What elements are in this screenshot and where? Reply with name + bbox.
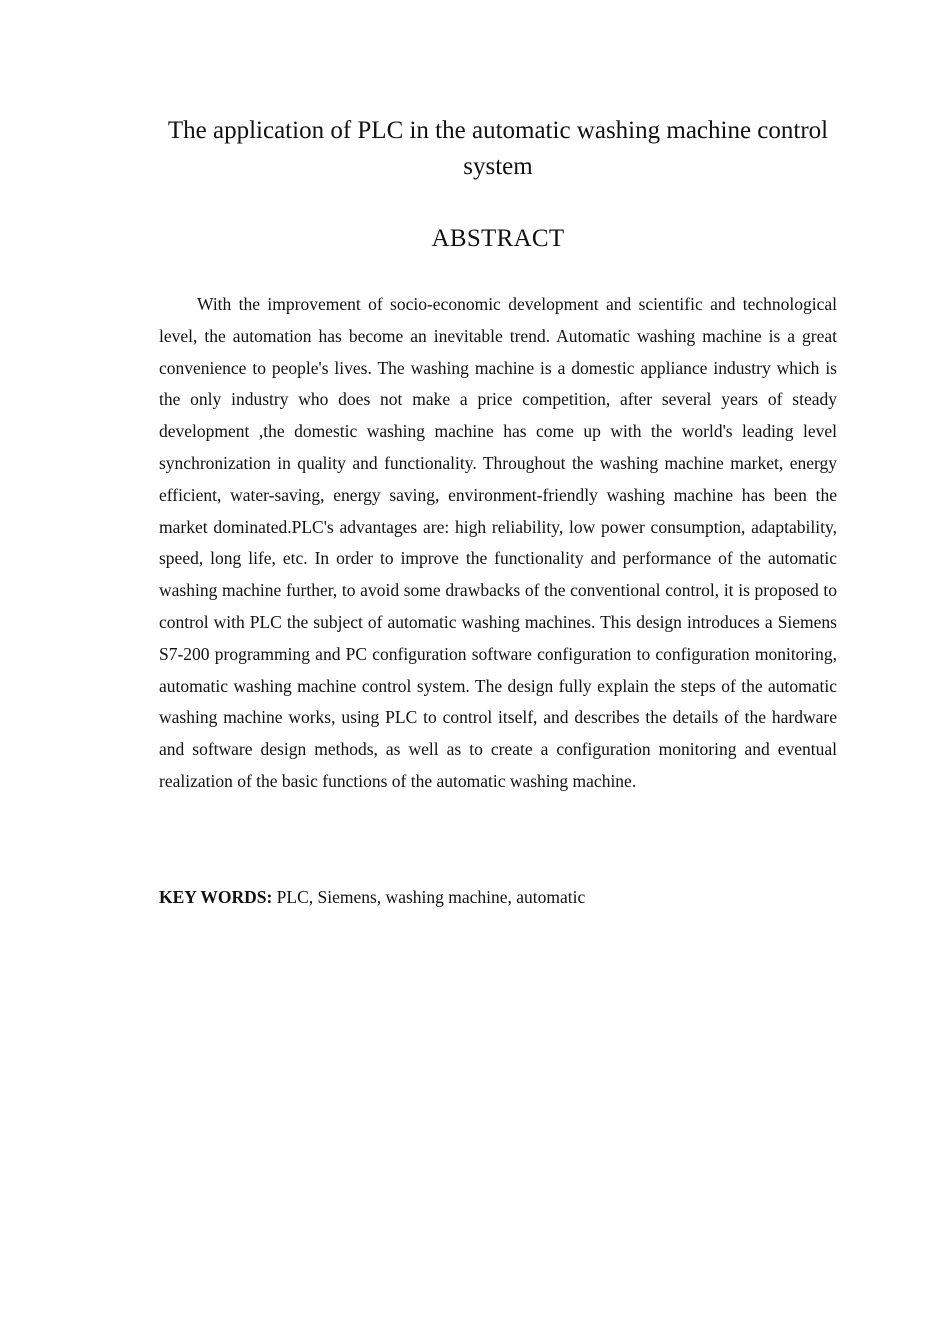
keywords-line [159, 882, 837, 914]
keywords-list: PLC, Siemens, washing machine, automatic [272, 886, 586, 907]
paper-title: The application of PLC in the automatic washing machine control system [167, 117, 829, 180]
keywords-label: KEY WORDS: [159, 886, 273, 907]
abstract-heading: ABSTRACT [431, 225, 565, 252]
page-content [159, 113, 837, 914]
abstract-paragraph: With the improvement of socio-economic development and scientific and technological level, the automation has become an inevitable trend. Automatic washing machine is a great convenience to people's lives. The washing machine is a domestic appliance industry which is the only industry who does not make a price competition, after several years of steady development ,the domestic washing machine has come up with the world's leading level synchronization in quality and functionality. Throughout the washing machine market, energy efficient, water-saving, energy saving, environment-friendly washing machine has been the market dominated.PLC's advantages are: high reliability, low power consumption, adaptability, speed, long life, etc. In order to improve the functionality and performance of the automatic washing machine further, to avoid some drawbacks of the conventional control, it is proposed to control with PLC the subject of automatic washing machines. This design introduces a Siemens S7-200 programming and PC configuration software configuration to configuration monitoring, automatic washing machine control system. The design fully explain the steps of the automatic washing machine works, using PLC to control itself, and describes the details of the hardware and software design methods, as well as to create a configuration monitoring and eventual realization of the basic functions of the automatic washing machine. [159, 294, 837, 791]
